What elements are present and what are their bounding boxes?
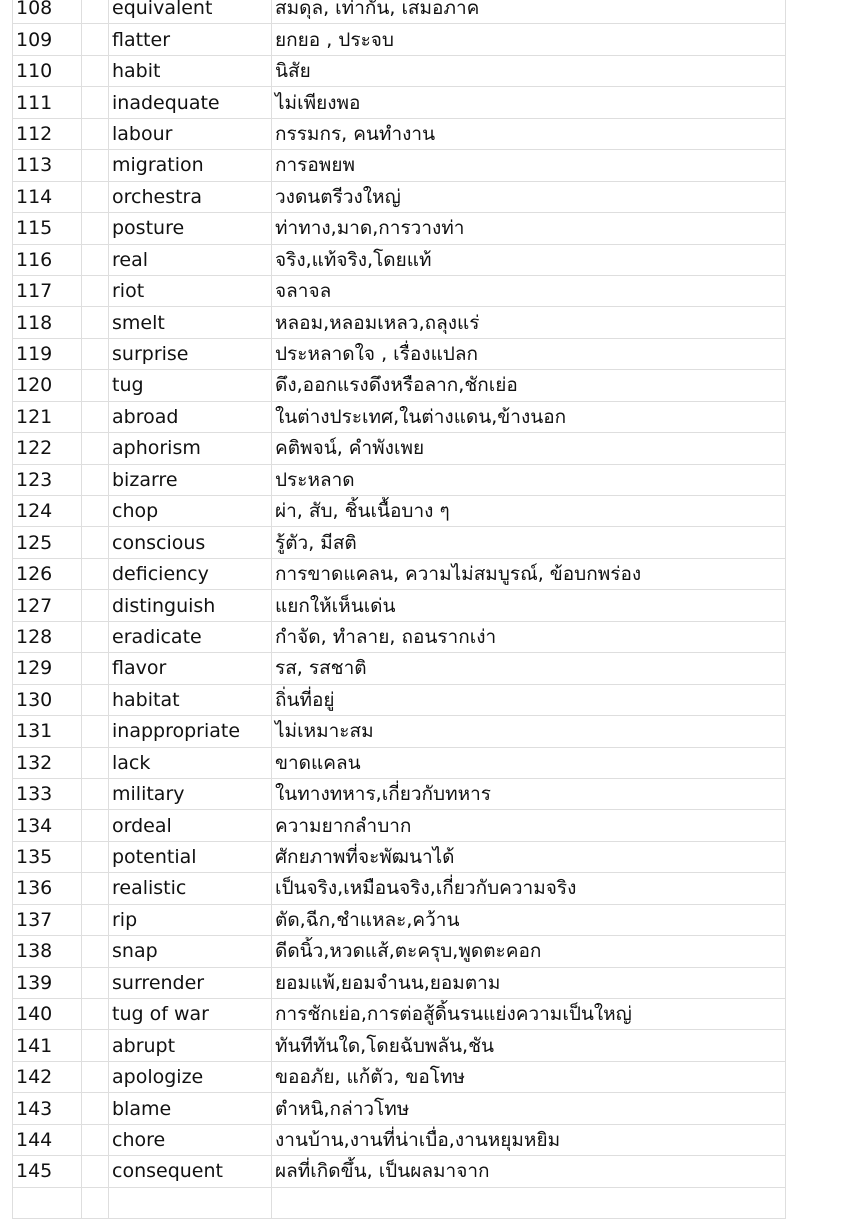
english-word-cell[interactable]: apologize	[112, 1066, 204, 1089]
row-number-cell[interactable]: 111	[16, 91, 53, 114]
row-number-cell[interactable]: 117	[16, 280, 53, 303]
table-row[interactable]	[0, 842, 843, 873]
english-word-cell[interactable]: labour	[112, 122, 173, 145]
thai-meaning-cell[interactable]: ไม่เพียงพอ	[275, 91, 361, 114]
table-row[interactable]	[0, 87, 843, 118]
row-number-cell[interactable]: 133	[16, 783, 53, 806]
thai-meaning-cell[interactable]: งานบ้าน,งานที่น่าเบื่อ,งานหยุมหยิม	[275, 1128, 561, 1151]
english-word-cell[interactable]: deficiency	[112, 563, 209, 586]
english-word-cell[interactable]: real	[112, 248, 149, 271]
row-number-cell[interactable]	[16, 1188, 82, 1219]
row-number-cell[interactable]: 138	[16, 940, 53, 963]
thai-meaning-cell[interactable]: สมดุล, เท่ากัน, เสมอภาค	[275, 0, 480, 20]
english-word-cell[interactable]: habitat	[112, 688, 180, 711]
thai-meaning-cell[interactable]: ทันทีทันใด,โดยฉับพลัน,ชัน	[275, 1034, 494, 1057]
row-number-cell[interactable]: 136	[16, 877, 53, 900]
table-row[interactable]	[0, 307, 843, 338]
english-word-cell[interactable]: realistic	[112, 877, 187, 900]
english-word-cell[interactable]: surprise	[112, 343, 189, 366]
thai-meaning-cell[interactable]: จลาจล	[275, 280, 332, 303]
row-number-cell[interactable]: 113	[16, 154, 53, 177]
thai-meaning-cell[interactable]: ถิ่นที่อยู่	[275, 688, 335, 711]
english-word-cell[interactable]: flatter	[112, 28, 171, 51]
thai-meaning-cell[interactable]: ประหลาด	[275, 468, 355, 491]
thai-meaning-cell[interactable]: แยกให้เห็นเด่น	[275, 594, 396, 617]
row-number-cell[interactable]: 128	[16, 625, 53, 648]
table-row[interactable]	[0, 1062, 843, 1093]
row-number-cell[interactable]: 139	[16, 971, 53, 994]
row-number-cell[interactable]: 127	[16, 594, 53, 617]
row-number-cell[interactable]: 144	[16, 1128, 53, 1151]
thai-meaning-cell[interactable]: กรรมกร, คนทำงาน	[275, 122, 436, 145]
thai-meaning-cell[interactable]: ดีดนิ้ว,หวดแส้,ตะครุบ,พูดตะคอก	[275, 940, 542, 963]
table-row[interactable]	[0, 433, 843, 464]
table-row[interactable]	[0, 496, 843, 527]
english-word-cell[interactable]: military	[112, 783, 185, 806]
row-number-cell[interactable]: 119	[16, 343, 53, 366]
english-word-cell[interactable]: tug	[112, 374, 144, 397]
row-number-cell[interactable]: 121	[16, 405, 53, 428]
thai-meaning-cell[interactable]: ยอมแพ้,ยอมจำนน,ยอมตาม	[275, 971, 501, 994]
english-word-cell[interactable]: tug of war	[112, 1003, 209, 1026]
table-row[interactable]	[0, 936, 843, 967]
row-number-cell[interactable]: 125	[16, 531, 53, 554]
thai-meaning-cell[interactable]: เป็นจริง,เหมือนจริง,เกี่ยวกับความจริง	[275, 877, 577, 900]
thai-meaning-cell[interactable]: ประหลาดใจ , เรื่องแปลก	[275, 343, 479, 366]
row-number-cell[interactable]: 137	[16, 908, 53, 931]
table-row[interactable]	[0, 56, 843, 87]
table-row[interactable]	[0, 968, 843, 999]
english-word-cell[interactable]: equivalent	[112, 0, 213, 20]
row-number-cell[interactable]: 145	[16, 1160, 53, 1183]
thai-meaning-cell[interactable]: การขาดแคลน, ความไม่สมบูรณ์, ข้อบกพร่อง	[275, 563, 642, 586]
english-word-cell[interactable]: chore	[112, 1128, 166, 1151]
table-row[interactable]	[0, 685, 843, 716]
thai-meaning-cell[interactable]: ท่าทาง,มาด,การวางท่า	[275, 217, 465, 240]
thai-meaning-cell[interactable]: ความยากลำบาก	[275, 814, 412, 837]
english-word-cell[interactable]: chop	[112, 500, 159, 523]
thai-meaning-cell[interactable]: วงดนตรีวงใหญ่	[275, 185, 401, 208]
row-number-cell[interactable]: 140	[16, 1003, 53, 1026]
english-word-cell[interactable]: migration	[112, 154, 204, 177]
english-word-cell[interactable]: rip	[112, 908, 138, 931]
english-word-cell[interactable]: inadequate	[112, 91, 220, 114]
row-number-cell[interactable]: 141	[16, 1034, 53, 1057]
thai-meaning-cell[interactable]: ผ่า, สับ, ชิ้นเนื้อบาง ๆ	[275, 500, 450, 523]
table-row[interactable]	[0, 1093, 843, 1124]
english-word-cell[interactable]: potential	[112, 846, 197, 869]
english-word-cell[interactable]: habit	[112, 60, 161, 83]
thai-meaning-cell[interactable]: รู้ตัว, มีสติ	[275, 531, 357, 554]
row-number-cell[interactable]: 123	[16, 468, 53, 491]
row-number-cell[interactable]: 143	[16, 1097, 53, 1120]
row-number-cell[interactable]: 135	[16, 846, 53, 869]
table-row[interactable]	[0, 150, 843, 181]
english-word-cell[interactable]: lack	[112, 751, 151, 774]
table-row[interactable]	[0, 999, 843, 1030]
thai-meaning-cell[interactable]: ผลที่เกิดขึ้น, เป็นผลมาจาก	[275, 1160, 490, 1183]
english-word-cell[interactable]: blame	[112, 1097, 172, 1120]
thai-meaning-cell[interactable]: การชักเย่อ,การต่อสู้ดิ้นรนแย่งความเป็นใหญ่	[275, 1003, 632, 1026]
row-number-cell[interactable]: 142	[16, 1066, 53, 1089]
thai-meaning-cell[interactable]: คติพจน์, คำพังเพย	[275, 437, 425, 460]
thai-meaning-cell[interactable]: ดึง,ออกแรงดึงหรือลาก,ชักเย่อ	[275, 374, 518, 397]
table-row[interactable]	[0, 1125, 843, 1156]
row-number-cell[interactable]: 134	[16, 814, 53, 837]
table-row[interactable]	[0, 339, 843, 370]
english-word-cell[interactable]: consequent	[112, 1160, 223, 1183]
thai-meaning-cell[interactable]: ศักยภาพที่จะพัฒนาได้	[275, 846, 455, 869]
table-row[interactable]	[0, 1188, 843, 1219]
english-word-cell[interactable]: riot	[112, 280, 145, 303]
row-number-cell[interactable]: 124	[16, 500, 53, 523]
english-word-cell[interactable]: abrupt	[112, 1034, 176, 1057]
english-word-cell[interactable]: posture	[112, 217, 185, 240]
english-word-cell[interactable]: ordeal	[112, 814, 172, 837]
thai-meaning-cell[interactable]: รส, รสชาติ	[275, 657, 367, 680]
table-row[interactable]	[0, 527, 843, 558]
table-row[interactable]	[0, 559, 843, 590]
row-number-cell[interactable]: 118	[16, 311, 53, 334]
thai-meaning-cell[interactable]	[275, 1188, 795, 1219]
table-row[interactable]	[0, 245, 843, 276]
row-number-cell[interactable]: 126	[16, 563, 53, 586]
row-number-cell[interactable]: 129	[16, 657, 53, 680]
row-number-cell[interactable]: 108	[16, 0, 53, 20]
english-word-cell[interactable]: conscious	[112, 531, 206, 554]
thai-meaning-cell[interactable]: ไม่เหมาะสม	[275, 720, 374, 743]
english-word-cell[interactable]: eradicate	[112, 625, 202, 648]
row-number-cell[interactable]: 131	[16, 720, 53, 743]
english-word-cell[interactable]: inappropriate	[112, 720, 241, 743]
english-word-cell[interactable]: orchestra	[112, 185, 202, 208]
thai-meaning-cell[interactable]: ในต่างประเทศ,ในต่างแดน,ข้างนอก	[275, 405, 567, 428]
table-row[interactable]	[0, 276, 843, 307]
row-number-cell[interactable]: 114	[16, 185, 53, 208]
row-number-cell[interactable]: 109	[16, 28, 53, 51]
thai-meaning-cell[interactable]: หลอม,หลอมเหลว,ถลุงแร่	[275, 311, 480, 334]
english-word-cell[interactable]: flavor	[112, 657, 167, 680]
thai-meaning-cell[interactable]: ขออภัย, แก้ตัว, ขอโทษ	[275, 1066, 466, 1089]
english-word-cell[interactable]: surrender	[112, 971, 205, 994]
row-number-cell[interactable]: 122	[16, 437, 53, 460]
table-row[interactable]	[0, 402, 843, 433]
table-row[interactable]	[0, 0, 843, 24]
english-word-cell[interactable]: snap	[112, 940, 158, 963]
thai-meaning-cell[interactable]: จริง,แท้จริง,โดยแท้	[275, 248, 432, 271]
table-row[interactable]	[0, 622, 843, 653]
table-row[interactable]	[0, 779, 843, 810]
row-number-cell[interactable]: 115	[16, 217, 53, 240]
table-row[interactable]	[0, 370, 843, 401]
thai-meaning-cell[interactable]: นิสัย	[275, 60, 311, 83]
thai-meaning-cell[interactable]: ตัด,ฉีก,ชำแหละ,คว้าน	[275, 908, 460, 931]
english-word-cell[interactable]: aphorism	[112, 437, 201, 460]
english-word-cell[interactable]: bizarre	[112, 468, 178, 491]
row-number-cell[interactable]: 112	[16, 122, 53, 145]
row-number-cell[interactable]: 132	[16, 751, 53, 774]
table-row[interactable]	[0, 1030, 843, 1061]
thai-meaning-cell[interactable]: ตำหนิ,กล่าวโทษ	[275, 1097, 410, 1120]
table-row[interactable]	[0, 590, 843, 621]
row-number-cell[interactable]: 110	[16, 60, 53, 83]
table-row[interactable]	[0, 810, 843, 841]
table-row[interactable]	[0, 213, 843, 244]
thai-meaning-cell[interactable]: ขาดแคลน	[275, 751, 361, 774]
table-row[interactable]	[0, 1156, 843, 1187]
english-word-cell[interactable]: distinguish	[112, 594, 216, 617]
table-row[interactable]	[0, 905, 843, 936]
english-word-cell[interactable]: smelt	[112, 311, 165, 334]
table-row[interactable]	[0, 24, 843, 55]
table-row[interactable]	[0, 748, 843, 779]
table-row[interactable]	[0, 119, 843, 150]
thai-meaning-cell[interactable]: ยกยอ , ประจบ	[275, 28, 394, 51]
english-word-cell[interactable]	[112, 1188, 270, 1219]
row-number-cell[interactable]: 116	[16, 248, 53, 271]
table-row[interactable]	[0, 653, 843, 684]
table-row[interactable]	[0, 716, 843, 747]
english-word-cell[interactable]: abroad	[112, 405, 179, 428]
table-row[interactable]	[0, 465, 843, 496]
table-row[interactable]	[0, 873, 843, 904]
thai-meaning-cell[interactable]: ในทางทหาร,เกี่ยวกับทหาร	[275, 783, 491, 806]
thai-meaning-cell[interactable]: กำจัด, ทำลาย, ถอนรากเง่า	[275, 625, 497, 648]
table-row[interactable]	[0, 182, 843, 213]
thai-meaning-cell[interactable]: การอพยพ	[275, 154, 355, 177]
row-number-cell[interactable]: 130	[16, 688, 53, 711]
row-number-cell[interactable]: 120	[16, 374, 53, 397]
